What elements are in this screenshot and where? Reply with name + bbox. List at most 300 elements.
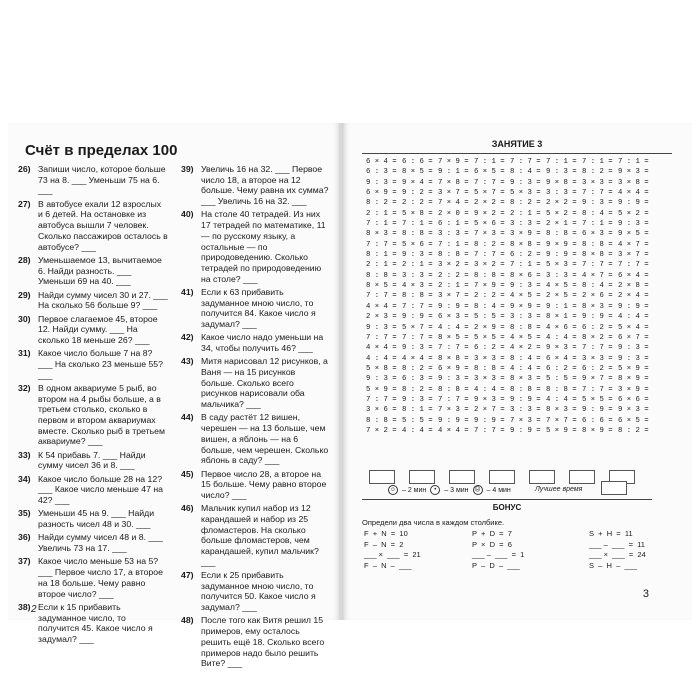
left-page [8,123,341,669]
exercise-item: 7 : 1 = [510,261,541,270]
exercise-item: 9 : 3 = [546,168,577,177]
exercise-item: 9 : 9 = [510,426,541,435]
exercise-item: 3 × 8 = [618,178,649,187]
exercise-item: 9 × 3 = [546,344,577,353]
problem-number: 36) [18,532,31,543]
problem-text: После того как Витя решил 15 примеров, ему осталось решить ещё 18. Сколько всего примеров надо было решить Вите? ___ [201,615,325,669]
problem-item [18,508,168,529]
exercise-item: 2 × 7 = [474,406,505,415]
exercise-item: 8 : 2 = [402,364,433,373]
exercise-item: 9 : 9 = [546,251,577,260]
exercise-item: 3 : 3 = [402,271,433,280]
neutral-face-icon: • [430,485,440,495]
exercise-item: 5 × 2 = [618,209,649,218]
problem-item [181,570,331,613]
problem-text: Митя нарисовал 12 рисунков, а Ваня — на 15 рисунков больше. Сколько всего рисунков нарисовали оба мальчика? ___ [201,356,328,410]
exercise-item: 9 × 9 = [510,302,541,311]
exercise-item: 9 × 4 = [402,178,433,187]
exercise-item: 4 × 4 = [366,344,397,353]
exercise-item: 7 × 7 = [546,416,577,425]
problem-item [18,290,168,311]
bonus-equation: ___ – ___ = 11 [589,539,645,549]
exercise-item: 7 : 1 = [582,220,613,229]
bonus-column [364,529,421,571]
problem-item [181,164,331,207]
exercise-item: 6 × 9 = [438,364,469,373]
exercise-item: 7 : 7 = [474,426,505,435]
exercise-item: 2 × 0 = [438,209,469,218]
bonus-subtitle: Определи два числа в каждом столбике. [362,518,505,527]
exercise-item: 6 × 4 = [546,354,577,363]
problem-number: 37) [18,556,31,567]
exercise-item: 5 × 5 = [474,333,505,342]
bonus-equation: P × D = 6 [472,539,512,549]
exercise-item: 9 : 9 = [618,302,649,311]
exercise-item: 2 : 1 = [366,261,397,270]
exercise-item: 4 : 4 = [510,364,541,373]
problem-item [181,287,331,330]
exercise-item: 9 : 3 = [618,344,649,353]
exercise-item: 4 : 4 = [366,354,397,363]
exercise-item: 2 : 2 = [402,199,433,208]
exercise-item: 2 × 9 = [474,323,505,332]
exercise-item: 7 : 7 = [582,344,613,353]
exercise-item: 8 : 8 = [582,240,613,249]
exercise-item: 8 : 1 = [402,406,433,415]
problem-number: 42) [181,332,194,343]
exercise-item: 2 : 1 = [402,261,433,270]
exercise-item: 5 : 5 = [474,313,505,322]
exercise-item: 6 : 2 = [582,364,613,373]
problem-text: Мальчик купил набор из 12 карандашей и набор из 25 фломастеров. На сколько больше фломастеров, чем карандашей, купил мальчик? ___ [201,503,319,567]
exercise-item: 3 × 2 = [474,261,505,270]
problem-text: Найди сумму чисел 30 и 27. ___ На сколько 56 больше 9? ___ [38,289,168,311]
time-box[interactable] [369,470,395,484]
problem-text: Какое число больше 28 на 12? ___ Какое число меньше 47 на 42? ___ [38,473,163,506]
exercise-item: 8 : 8 = [474,271,505,280]
problem-text: Запиши число, которое больше 73 на 8. ___ Уменьши 75 на 6. ___ [38,164,166,196]
exercise-item: 9 × 3 = [474,395,505,404]
exercise-item: 6 × 4 = [366,158,397,166]
exercise-item: 5 × 9 = [546,426,577,435]
exercise-item: 6 : 2 = [474,344,505,353]
bonus-equation: F + N = 10 [364,529,408,538]
problem-text: В саду растёт 12 вишен, черешен — на 13 больше, чем вишен, а яблонь — на 6 больше, чем черешен. Сколько яблонь в саду? ___ [201,412,329,466]
exercise-item: 9 : 2 = [402,189,433,198]
exercise-item: 7 : 1 = [582,158,613,166]
exercise-item: 6 : 2 = [510,251,541,260]
exercise-item: 5 : 5 = [546,375,577,384]
exercise-item: 6 : 6 = [582,416,613,425]
problems-column-1 [18,164,168,647]
exercise-item: 3 × 3 = [474,354,505,363]
problem-number: 27) [18,198,31,209]
problem-item [18,556,168,599]
exercise-item: 7 × 9 = [474,282,505,291]
exercise-item: 3 : 3 = [546,189,577,198]
exercise-item: 4 × 4 = [366,302,397,311]
bonus-equation: F – N = 2 [364,539,404,549]
exercise-item: 8 : 8 = [546,385,577,394]
exercise-item: 7 : 7 = [438,395,469,404]
problem-number: 46) [181,503,194,514]
exercise-item: 7 × 8 = [438,178,469,187]
problem-number: 34) [18,473,31,484]
exercise-item: 5 × 3 = [546,261,577,270]
exercise-item: 6 × 4 = [618,271,649,280]
exercise-item: 3 : 3 = [510,406,541,415]
exercise-item: 3 × 3 = [474,375,505,384]
exercise-item: 5 : 5 = [402,416,433,425]
exercise-item: 5 × 7 = [474,189,505,198]
exercise-item: 4 × 5 = [546,282,577,291]
time-label: – 4 мин [486,486,511,494]
problem-text: Какое число меньше 53 на 5? ___ Первое число 17, а второе на 18 больше. Чему равно второе число? ___ [38,556,163,599]
exercise-item: 8 : 8 = [366,271,397,280]
problem-item [18,383,168,447]
exercise-item: 9 × 7 = [582,375,613,384]
exercise-item: 9 : 3 = [618,220,649,229]
problem-item [18,474,168,506]
exercise-item: 9 : 3 = [402,395,433,404]
exercise-item: 2 × 3 = [366,313,397,322]
exercise-item: 7 : 7 = [438,344,469,353]
exercise-item: 8 : 8 = [438,251,469,260]
exercise-item: 9 × 9 = [546,240,577,249]
exercise-item: 9 : 3 = [618,354,649,363]
exercise-item: 5 × 2 = [546,209,577,218]
problem-text: Если к 15 прибавить задуманное число, то получится 45. Какое число я задумал? ___ [38,601,153,644]
problem-text: Какое число надо уменьши на 34, чтобы получить 46? ___ [201,332,324,354]
bonus-column [589,529,646,571]
bonus-equation: S – H – ___ [589,560,637,570]
exercise-item: 8 : 4 = [510,168,541,177]
exercise-item: 3 × 6 = [366,406,397,415]
exercise-item: 7 × 2 = [366,426,397,435]
exercise-item: 3 × 7 = [438,292,469,301]
page-title: Счёт в пределах 100 [25,142,178,159]
exercise-item: 8 × 8 = [438,354,469,363]
problem-item [18,199,168,253]
exercise-item: 3 × 9 = [510,230,541,239]
problem-number: 43) [181,356,194,367]
exercise-item: 8 : 8 = [366,416,397,425]
exercise-item: 6 × 5 = [618,416,649,425]
problem-number: 33) [18,449,31,460]
problem-item [18,164,168,196]
problem-text: Какое число больше 7 на 8? ___ На сколько 23 меньше 55? ___ [38,348,163,380]
exercise-item: 6 : 6 = [402,158,433,166]
problem-item [18,348,168,380]
exercise-item: 7 : 1 = [402,220,433,229]
page-number-left: 2 [31,604,37,615]
exercise-item: 8 : 8 = [474,364,505,373]
exercise-item: 6 : 1 = [438,220,469,229]
exercise-item: 9 : 9 = [582,313,613,322]
page-number-right: 3 [642,588,649,600]
problem-text: Первое слагаемое 45, второе 12. Найди сумму. ___ На сколько 18 меньше 26? ___ [38,313,158,345]
bonus-equation: ___ × ___ = 21 [364,550,421,559]
exercise-item: 2 : 1 = [366,209,397,218]
bonus-equation: P – D – ___ [472,560,520,570]
exercise-item: 7 : 7 = [366,240,397,249]
time-box[interactable] [449,470,475,484]
exercise-item: 4 : 4 = [546,395,577,404]
exercise-item: 7 : 1 = [618,158,649,166]
exercise-item: 9 : 9 = [510,395,541,404]
problem-text: Если к 63 прибавить задуманное мною число, то получится 84. Какое число я задумал? ___ [201,286,316,330]
exercise-item: 4 : 4 = [546,333,577,342]
problem-number: 35) [18,508,31,519]
exercise-item: 4 : 4 = [438,323,469,332]
exercise-item: 4 : 4 = [402,426,433,435]
problem-item [181,469,331,501]
exercise-item: 2 × 6 = [582,292,613,301]
exercise-item: 3 × 2 = [438,261,469,270]
exercise-item: 7 : 7 = [402,333,433,342]
exercise-item: 3 × 3 = [582,354,613,363]
exercise-item: 4 × 4 = [402,354,433,363]
exercise-item: 8 × 9 = [618,375,649,384]
exercise-item: 5 × 6 = [474,220,505,229]
exercise-item: 9 : 3 = [510,282,541,291]
exercise-item: 9 : 9 = [402,313,433,322]
exercise-item: 2 × 5 = [546,292,577,301]
exercise-item: 7 : 7 = [474,251,505,260]
exercise-item: 3 : 3 = [546,271,577,280]
exercise-item: 9 × 5 = [618,230,649,239]
problem-number: 32) [18,382,31,393]
problem-number: 48) [181,615,194,626]
bonus-equation: P + D = 7 [472,529,512,538]
bonus-equation: ___ × ___ = 24 [589,550,646,559]
problem-item [18,450,168,471]
problem-number: 39) [181,164,194,174]
exercise-item: 8 × 3 = [582,302,613,311]
exercise-item: 3 × 7 = [618,251,649,260]
problem-item [181,209,331,284]
exercise-item: 4 × 5 = [510,333,541,342]
bonus-equation: F – N – ___ [364,560,412,570]
problem-number: 45) [181,468,194,479]
exercise-item: 7 : 7 = [474,178,505,187]
exercise-item: 8 : 8 = [402,230,433,239]
problem-number: 29) [18,289,31,300]
exercise-item: 7 × 3 = [474,230,505,239]
exercise-item: 2 : 1 = [438,282,469,291]
exercise-item: 4 × 6 = [546,323,577,332]
timer-legend [388,485,511,495]
exercise-item: 7 : 1 = [546,158,577,166]
lesson-title: ЗАНЯТИЕ 3 [491,139,543,149]
exercise-item: 4 × 4 = [438,426,469,435]
bonus-divider [362,499,652,512]
exercise-item: 8 × 1 = [546,313,577,322]
right-page [342,123,692,620]
exercise-item: 8 × 6 = [510,271,541,280]
problem-text: В одном аквариуме 5 рыб, во втором на 4 рыбы больше, а в третьем столько, сколько в первом и втором аквариумах вместе. Сколько рыб в третьем аквариуме? ___ [38,382,165,447]
exercise-item: 4 × 4 = [618,189,649,198]
problem-item [18,314,168,346]
exercise-item: 8 : 8 = [510,385,541,394]
exercise-item: 7 : 1 = [366,220,397,229]
exercise-item: 8 : 4 = [582,282,613,291]
time-box[interactable] [409,470,435,484]
exercise-item: 8 × 5 = [438,333,469,342]
bonus-equation: ___ – ___ = 1 [472,550,525,559]
exercise-item: 9 : 3 = [402,344,433,353]
exercise-item: 5 × 3 = [510,189,541,198]
exercise-item: 8 × 3 = [366,230,397,239]
exercise-item: 9 : 9 = [474,416,505,425]
exercise-item: 2 × 2 = [474,199,505,208]
exercise-item: 8 × 3 = [546,406,577,415]
problem-text: К 54 прибавь 7. ___ Найди сумму чисел 36 и 8. ___ [38,449,146,471]
problem-number: 41) [181,286,194,297]
exercise-item: 7 × 3 = [438,406,469,415]
exercise-item: 7 : 7 = [402,302,433,311]
exercise-item: 9 : 3 = [402,251,433,260]
exercise-item: 6 × 3 = [582,230,613,239]
exercise-item: 6 : 2 = [546,364,577,373]
exercise-item: 7 : 7 = [582,261,613,270]
exercise-item: 6 × 5 = [474,168,505,177]
exercise-item: 6 × 9 = [366,189,397,198]
smile-face-icon: ☺ [389,487,397,493]
exercise-item: 7 : 7 = [618,261,649,270]
exercise-item: 7 : 7 = [366,292,397,301]
problem-item [181,332,331,353]
exercise-item: 8 : 8 = [438,385,469,394]
exercise-item: 5 × 7 = [402,323,433,332]
problem-item [181,503,331,567]
exercise-item: 2 × 1 = [546,220,577,229]
exercise-item: 7 : 7 = [582,385,613,394]
exercise-item: 8 × 9 = [582,426,613,435]
exercise-item: 8 : 4 = [474,302,505,311]
exercise-item: 8 : 4 = [582,209,613,218]
exercise-item: 7 : 7 = [366,395,397,404]
problem-text: В автобусе ехали 12 взрослых и 6 детей. На остановке из автобуса вышли 7 человек. Сколько пассажиров осталось в автобусе? ___ [38,198,168,252]
exercise-item: 4 × 7 = [618,240,649,249]
problem-number: 38) [18,601,31,612]
time-box[interactable] [569,470,595,484]
exercise-item: 8 : 8 = [510,323,541,332]
problem-text: Первое число 28, а второе на 15 больше. Чему равно второе число? ___ [201,468,327,500]
exercise-item: 9 : 9 = [438,416,469,425]
exercise-item: 5 × 4 = [618,323,649,332]
exercise-item: 2 : 2 = [474,292,505,301]
exercise-item: 9 : 3 = [438,375,469,384]
exercise-item: 4 × 2 = [510,344,541,353]
bonus-equation: S + H = 11 [589,529,633,538]
problem-number: 47) [181,570,194,581]
exercise-item: 2 : 1 = [510,209,541,218]
exercise-item: 8 : 8 = [402,292,433,301]
exercise-item: 8 : 2 = [402,385,433,394]
sad-face-icon: ☹ [474,487,481,493]
open-workbook [8,123,692,669]
exercise-item: 9 : 3 = [366,323,397,332]
exercise-item: 7 : 1 = [438,240,469,249]
exercise-item: 2 × 8 = [618,282,649,291]
problem-text: На столе 40 тетрадей. Из них 17 тетрадей по математике, 11 — по русскому языку, а остальные — по природоведению. Сколько тетрадей по природоведению на столе? ___ [201,209,326,284]
problem-text: Уменьши 45 на 9. ___ Найди разность чисел 48 и 30. ___ [38,508,155,530]
problem-number: 26) [18,164,31,174]
exercise-item: 7 : 7 = [510,158,541,166]
best-time-label: Лучшее время [535,486,583,493]
exercise-item: 9 : 9 = [438,302,469,311]
lesson-header [362,137,672,154]
time-label: – 3 мин [444,486,469,494]
exercise-item: 8 : 2 = [510,199,541,208]
exercise-item: 8 × 8 = [582,251,613,260]
exercise-item: 9 : 9 = [618,199,649,208]
exercise-column [618,157,664,436]
exercise-item: 4 : 4 = [474,385,505,394]
exercise-item: 8 : 1 = [366,251,397,260]
exercise-item: 9 : 3 = [366,178,397,187]
time-label: – 2 мин [402,486,427,494]
problem-item [18,602,168,645]
exercise-item: 4 × 7 = [582,271,613,280]
exercise-item: 4 × 5 = [510,292,541,301]
exercise-item: 9 × 2 = [474,209,505,218]
exercise-item: 5 × 5 = [582,395,613,404]
exercise-item: 5 × 6 = [402,240,433,249]
exercise-item: 7 : 7 = [582,189,613,198]
exercise-item: 2 × 2 = [546,199,577,208]
exercise-item: 6 : 2 = [582,323,613,332]
time-box[interactable] [529,470,555,484]
problem-item [181,615,331,669]
exercise-item: 8 : 2 = [474,240,505,249]
exercise-item: 8 × 8 = [510,240,541,249]
exercise-item: 5 × 9 = [366,385,397,394]
exercise-item: 3 : 3 = [438,230,469,239]
exercise-item: 6 : 3 = [402,375,433,384]
exercise-item: 9 : 3 = [510,178,541,187]
problem-item [18,255,168,287]
exercise-item: 4 : 4 = [618,313,649,322]
problem-text: Уменьшаемое 13, вычитаемое 6. Найди разность. ___ Уменьши 69 на 40. ___ [38,254,162,287]
bonus-column [472,529,524,571]
exercise-item: 8 × 5 = [366,282,397,291]
problem-text: Найди сумму чисел 48 и 8. ___ Увеличь 73 на 17. ___ [38,532,163,554]
exercise-item: 4 × 3 = [402,282,433,291]
exercise-item: 5 × 8 = [402,209,433,218]
exercise-item: 9 × 3 = [618,406,649,415]
exercise-item: 7 × 4 = [438,199,469,208]
problem-text: Если к 25 прибавить задуманное мною число, то получится 50. Какое число я задумал? ___ [201,570,316,613]
exercise-item: 9 : 3 = [582,199,613,208]
exercise-item: 8 : 4 = [510,354,541,363]
problem-item [181,412,331,466]
exercise-item: 8 × 5 = [402,168,433,177]
problem-item [181,356,331,410]
exercise-item: 6 : 3 = [366,168,397,177]
exercise-item: 9 × 3 = [618,168,649,177]
problem-item [18,532,168,553]
time-box[interactable] [489,470,515,484]
exercise-item: 8 : 2 = [618,426,649,435]
bonus-title: БОНУС [492,503,522,512]
best-time-box[interactable] [601,481,627,495]
exercise-item: 3 : 3 = [510,313,541,322]
exercise-item: 9 : 1 = [438,168,469,177]
exercise-item: 3 × 3 = [582,178,613,187]
exercise-item: 2 : 2 = [438,271,469,280]
